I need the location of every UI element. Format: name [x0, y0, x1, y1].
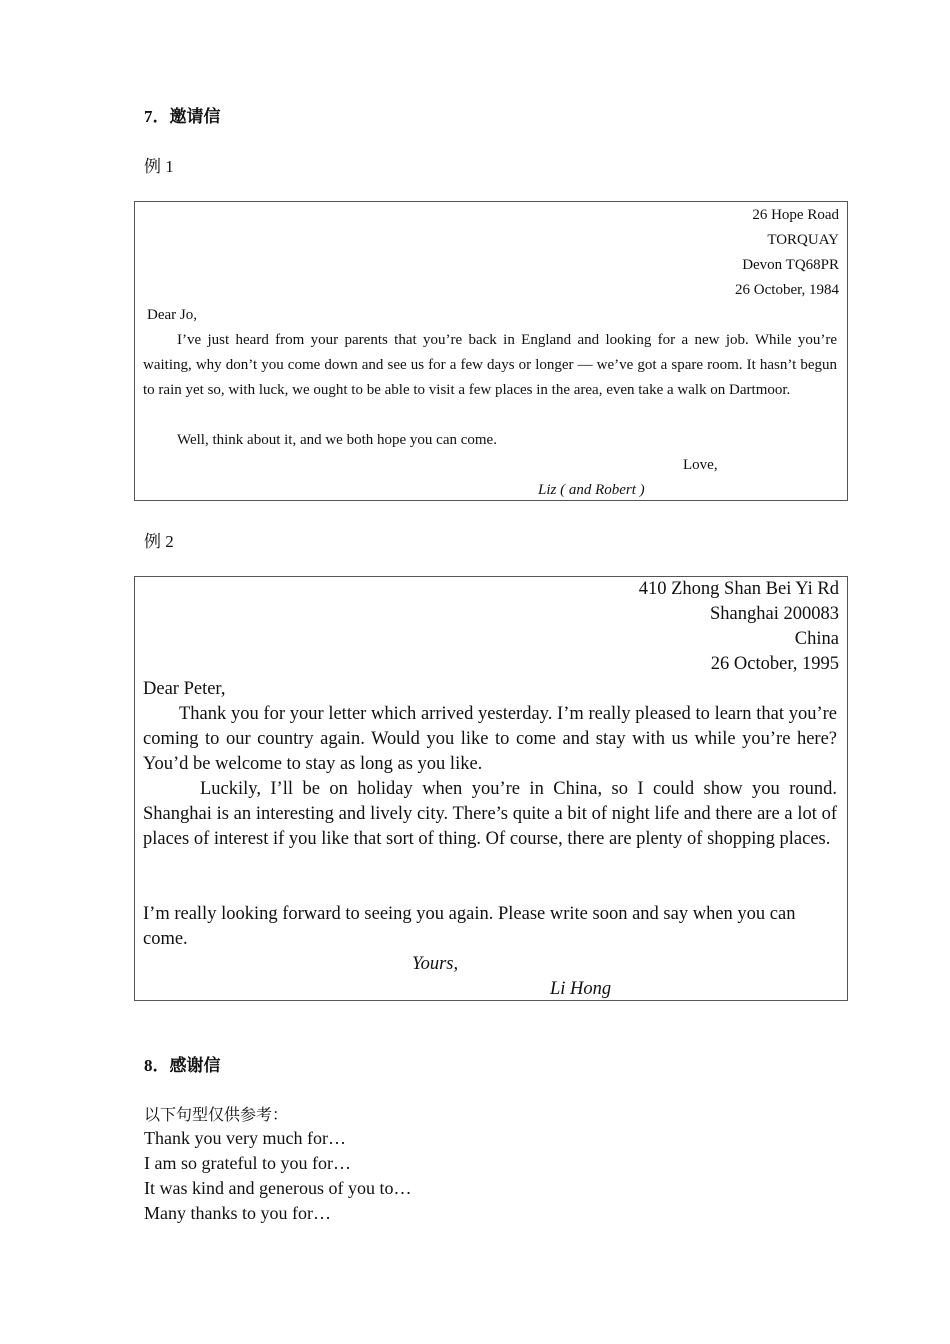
example-2-label: 例 2	[144, 532, 174, 551]
address-line: TORQUAY	[767, 232, 839, 248]
address-line: 26 Hope Road	[752, 207, 839, 223]
list-item: I am so grateful to you for…	[144, 1153, 351, 1173]
example-2-greeting: Dear Peter,	[143, 679, 226, 699]
address-line: China	[794, 629, 839, 649]
section-8-heading: 8．感谢信	[144, 1056, 221, 1075]
list-item: It was kind and generous of you to…	[144, 1178, 412, 1198]
address-line: Devon TQ68PR	[742, 257, 839, 273]
list-item: Thank you very much for…	[144, 1128, 346, 1148]
address-line: Shanghai 200083	[710, 604, 839, 624]
example-2-paragraph-3: I’m really looking forward to seeing you again. Please write soon and say when you can come.	[143, 904, 796, 949]
example-1-signature: Liz ( and Robert )	[538, 482, 645, 498]
example-2-paragraph-1: Thank you for your letter which arrived yesterday. I’m really pleased to learn that you’re coming to our country again. Would you like to come and stay with us while you’re here? You’d be welcome to stay as long as you like.	[143, 704, 837, 774]
letter-date: 26 October, 1984	[735, 282, 839, 298]
section-7-heading: 7．邀请信	[144, 107, 221, 126]
sentence-pattern-list	[144, 1126, 411, 1226]
example-2-paragraph-2: Luckily, I’ll be on holiday when you’re in China, so I could show you round. Shanghai is an interesting and lively city. There’s quite a bit of night life and there are a lot of places of interest if you like that sort of thing. Of course, there are plenty of shopping places.	[143, 779, 837, 849]
example-2-letter-box	[134, 576, 848, 1001]
example-1-greeting: Dear Jo,	[147, 307, 197, 323]
example-2-address	[639, 577, 839, 677]
example-2-signature: Li Hong	[550, 979, 612, 999]
example-1-label: 例 1	[144, 157, 174, 176]
example-1-closing: Love,	[683, 457, 718, 473]
example-1-address	[735, 203, 839, 303]
list-item: Many thanks to you for…	[144, 1203, 331, 1223]
example-2-closing: Yours,	[412, 954, 459, 974]
example-1-paragraph-2: Well, think about it, and we both hope you can come.	[177, 432, 497, 448]
letter-date: 26 October, 1995	[710, 654, 839, 674]
example-1-paragraph-1: I’ve just heard from your parents that you’re back in England and looking for a new job. While you’re waiting, why don’t you come down and see us for a few days or longer — we’ve got a spare room. It hasn’t begun to rain yet so, with luck, we ought to be able to visit a few places in the area, even take a walk on Dartmoor.	[143, 332, 837, 398]
example-1-letter-box	[134, 201, 848, 501]
address-line: 410 Zhong Shan Bei Yi Rd	[638, 579, 839, 599]
section-8-intro: 以下句型仅供参考：	[144, 1107, 289, 1124]
